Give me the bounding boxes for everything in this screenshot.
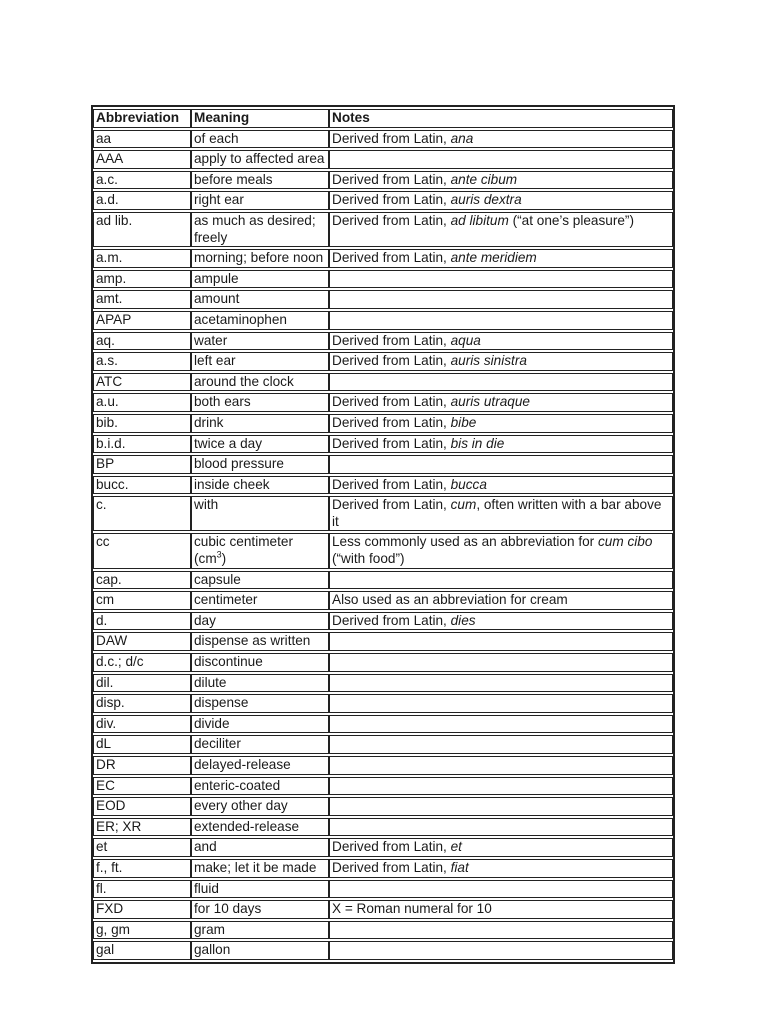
cell-abbreviation: g, gm [93, 921, 191, 940]
cell-abbreviation: div. [93, 715, 191, 734]
table-row [93, 352, 673, 371]
cell-abbreviation: f., ft. [93, 859, 191, 878]
cell-meaning: blood pressure [191, 455, 329, 474]
cell-meaning: acetaminophen [191, 311, 329, 330]
cell-meaning: capsule [191, 571, 329, 590]
cell-notes [329, 150, 673, 169]
cell-abbreviation: d.c.; d/c [93, 653, 191, 672]
cell-meaning: as much as desired; freely [191, 212, 329, 247]
cell-meaning: centimeter [191, 591, 329, 610]
table-row [93, 694, 673, 713]
latin-term: bis in die [450, 435, 505, 451]
table-row [93, 921, 673, 940]
cell-notes [329, 674, 673, 693]
latin-term: dies [450, 612, 476, 628]
cell-notes [329, 191, 673, 210]
cell-abbreviation: b.i.d. [93, 435, 191, 454]
cell-abbreviation: AAA [93, 150, 191, 169]
latin-term: auris utraque [450, 394, 530, 410]
table-row [93, 455, 673, 474]
cell-notes [329, 797, 673, 816]
cell-notes [329, 818, 673, 837]
cell-abbreviation: EOD [93, 797, 191, 816]
latin-term: ante cibum [450, 171, 518, 187]
table-row [93, 632, 673, 651]
cell-abbreviation: EC [93, 777, 191, 796]
cell-notes [329, 171, 673, 190]
table-row [93, 674, 673, 693]
notes-text: , often written with a bar above it [332, 497, 662, 529]
cell-abbreviation: ER; XR [93, 818, 191, 837]
notes-text: Derived from Latin, [332, 332, 451, 348]
cell-meaning: and [191, 838, 329, 857]
cell-notes [329, 270, 673, 289]
cell-meaning: delayed-release [191, 756, 329, 775]
latin-term: cum cibo [597, 534, 653, 550]
cell-abbreviation: BP [93, 455, 191, 474]
cell-abbreviation: FXD [93, 900, 191, 919]
cell-notes [329, 756, 673, 775]
cell-abbreviation: disp. [93, 694, 191, 713]
meaning-suffix: ) [221, 551, 227, 567]
cell-notes [329, 838, 673, 857]
cell-meaning: twice a day [191, 435, 329, 454]
table-row [93, 653, 673, 672]
cell-meaning: dispense [191, 694, 329, 713]
table-row [93, 900, 673, 919]
cell-notes [329, 212, 673, 247]
latin-term: auris sinistra [450, 353, 527, 369]
table-row [93, 290, 673, 309]
cell-abbreviation: amt. [93, 290, 191, 309]
notes-text: Derived from Latin, [332, 859, 451, 875]
table-header-row [93, 109, 673, 128]
latin-term: ad libitum [450, 212, 509, 228]
table-row [93, 476, 673, 495]
latin-term: ante meridiem [450, 250, 537, 266]
cell-abbreviation: dil. [93, 674, 191, 693]
cell-notes [329, 715, 673, 734]
notes-text: Derived from Latin, [332, 212, 451, 228]
table-row [93, 612, 673, 631]
notes-text: Derived from Latin, [332, 414, 451, 430]
table-row [93, 332, 673, 351]
cell-meaning: of each [191, 130, 329, 149]
table-row [93, 777, 673, 796]
header-notes: Notes [329, 109, 673, 128]
cell-abbreviation: et [93, 838, 191, 857]
table-row [93, 171, 673, 190]
cell-meaning: amount [191, 290, 329, 309]
cell-meaning: left ear [191, 352, 329, 371]
notes-text: X = Roman numeral for 10 [332, 901, 492, 917]
notes-text: Derived from Latin, [332, 839, 451, 855]
notes-text: (“with food”) [332, 551, 405, 567]
cell-notes [329, 435, 673, 454]
notes-text: Derived from Latin, [332, 192, 451, 208]
header-meaning: Meaning [191, 109, 329, 128]
table-row [93, 414, 673, 433]
cell-abbreviation: amp. [93, 270, 191, 289]
table-row [93, 533, 673, 568]
cell-meaning: water [191, 332, 329, 351]
cell-notes [329, 900, 673, 919]
cell-abbreviation: bucc. [93, 476, 191, 495]
cell-meaning: gallon [191, 941, 329, 960]
cell-meaning: enteric-coated [191, 777, 329, 796]
cell-notes [329, 476, 673, 495]
table-row [93, 735, 673, 754]
cell-notes [329, 571, 673, 590]
header-abbreviation: Abbreviation [93, 109, 191, 128]
cell-abbreviation: cap. [93, 571, 191, 590]
cell-notes [329, 455, 673, 474]
cell-meaning: ampule [191, 270, 329, 289]
table-row [93, 818, 673, 837]
cell-notes [329, 777, 673, 796]
table-body [93, 130, 673, 960]
cell-abbreviation: a.s. [93, 352, 191, 371]
latin-term: cum [450, 497, 477, 513]
notes-text: Also used as an abbreviation for cream [332, 592, 568, 608]
cell-abbreviation: a.u. [93, 393, 191, 412]
table-row [93, 249, 673, 268]
cell-notes [329, 496, 673, 531]
cell-meaning: inside cheek [191, 476, 329, 495]
latin-term: auris dextra [450, 192, 522, 208]
meaning-text: cubic centimeter (cm [194, 534, 293, 567]
cell-meaning: apply to affected area [191, 150, 329, 169]
cell-notes [329, 653, 673, 672]
table-row [93, 130, 673, 149]
table-row [93, 150, 673, 169]
cell-notes [329, 373, 673, 392]
cell-notes [329, 880, 673, 899]
cell-meaning: every other day [191, 797, 329, 816]
cell-abbreviation: cm [93, 591, 191, 610]
notes-text: Derived from Latin, [332, 612, 451, 628]
table-row [93, 212, 673, 247]
cell-abbreviation: APAP [93, 311, 191, 330]
cell-notes [329, 735, 673, 754]
notes-text: Less commonly used as an abbreviation for [332, 534, 598, 550]
cell-notes [329, 921, 673, 940]
notes-text: Derived from Latin, [332, 171, 451, 187]
cell-meaning: discontinue [191, 653, 329, 672]
table-row [93, 859, 673, 878]
cell-abbreviation: bib. [93, 414, 191, 433]
latin-term: et [450, 839, 462, 855]
cell-notes [329, 414, 673, 433]
cell-notes [329, 393, 673, 412]
cell-meaning: morning; before noon [191, 249, 329, 268]
notes-text: Derived from Latin, [332, 394, 451, 410]
cell-abbreviation: ATC [93, 373, 191, 392]
cell-meaning: extended-release [191, 818, 329, 837]
latin-term: aqua [450, 332, 481, 348]
cell-notes [329, 591, 673, 610]
latin-term: bucca [450, 476, 487, 492]
cell-meaning: dispense as written [191, 632, 329, 651]
cell-notes [329, 332, 673, 351]
cell-meaning: dilute [191, 674, 329, 693]
cell-abbreviation: c. [93, 496, 191, 531]
table-row [93, 797, 673, 816]
cell-meaning: with [191, 496, 329, 531]
cell-meaning: both ears [191, 393, 329, 412]
notes-text: Derived from Latin, [332, 435, 451, 451]
cell-meaning: for 10 days [191, 900, 329, 919]
cell-meaning: around the clock [191, 373, 329, 392]
cell-meaning: divide [191, 715, 329, 734]
table-row [93, 571, 673, 590]
latin-term: bibe [450, 414, 477, 430]
table-row [93, 373, 673, 392]
cell-notes [329, 130, 673, 149]
cell-meaning: drink [191, 414, 329, 433]
cell-abbreviation: gal [93, 941, 191, 960]
table-row [93, 591, 673, 610]
cell-meaning: before meals [191, 171, 329, 190]
cell-notes [329, 352, 673, 371]
notes-text: Derived from Latin, [332, 250, 451, 266]
cell-abbreviation: ad lib. [93, 212, 191, 247]
cell-abbreviation: dL [93, 735, 191, 754]
cell-abbreviation: aa [93, 130, 191, 149]
table-row [93, 191, 673, 210]
cell-notes [329, 694, 673, 713]
notes-text: (“at one’s pleasure”) [508, 212, 634, 228]
table-row [93, 715, 673, 734]
cell-notes [329, 859, 673, 878]
cell-meaning: deciliter [191, 735, 329, 754]
table-row [93, 270, 673, 289]
cell-meaning: right ear [191, 191, 329, 210]
cell-abbreviation: a.c. [93, 171, 191, 190]
cell-abbreviation: a.d. [93, 191, 191, 210]
cell-abbreviation: a.m. [93, 249, 191, 268]
cell-abbreviation: DAW [93, 632, 191, 651]
cell-notes [329, 533, 673, 568]
cell-notes [329, 311, 673, 330]
table-row [93, 838, 673, 857]
table-row [93, 756, 673, 775]
notes-text: Derived from Latin, [332, 476, 451, 492]
cell-abbreviation: fl. [93, 880, 191, 899]
abbreviation-table [91, 105, 675, 964]
cell-notes [329, 290, 673, 309]
cell-notes [329, 941, 673, 960]
notes-text: Derived from Latin, [332, 497, 451, 513]
table-row [93, 393, 673, 412]
table-row [93, 496, 673, 531]
notes-text: Derived from Latin, [332, 130, 451, 146]
table-row [93, 435, 673, 454]
latin-term: ana [450, 130, 474, 146]
cell-abbreviation: aq. [93, 332, 191, 351]
cell-meaning [191, 533, 329, 568]
cell-notes [329, 612, 673, 631]
notes-text: Derived from Latin, [332, 353, 451, 369]
cell-meaning: day [191, 612, 329, 631]
cell-notes [329, 249, 673, 268]
table-row [93, 311, 673, 330]
table-row [93, 941, 673, 960]
cell-abbreviation: DR [93, 756, 191, 775]
table-row [93, 880, 673, 899]
cell-meaning: make; let it be made [191, 859, 329, 878]
cell-meaning: gram [191, 921, 329, 940]
cell-meaning: fluid [191, 880, 329, 899]
meaning-superscript: 3 [216, 549, 222, 560]
cell-abbreviation: cc [93, 533, 191, 568]
cell-abbreviation: d. [93, 612, 191, 631]
cell-notes [329, 632, 673, 651]
latin-term: fiat [450, 859, 469, 875]
